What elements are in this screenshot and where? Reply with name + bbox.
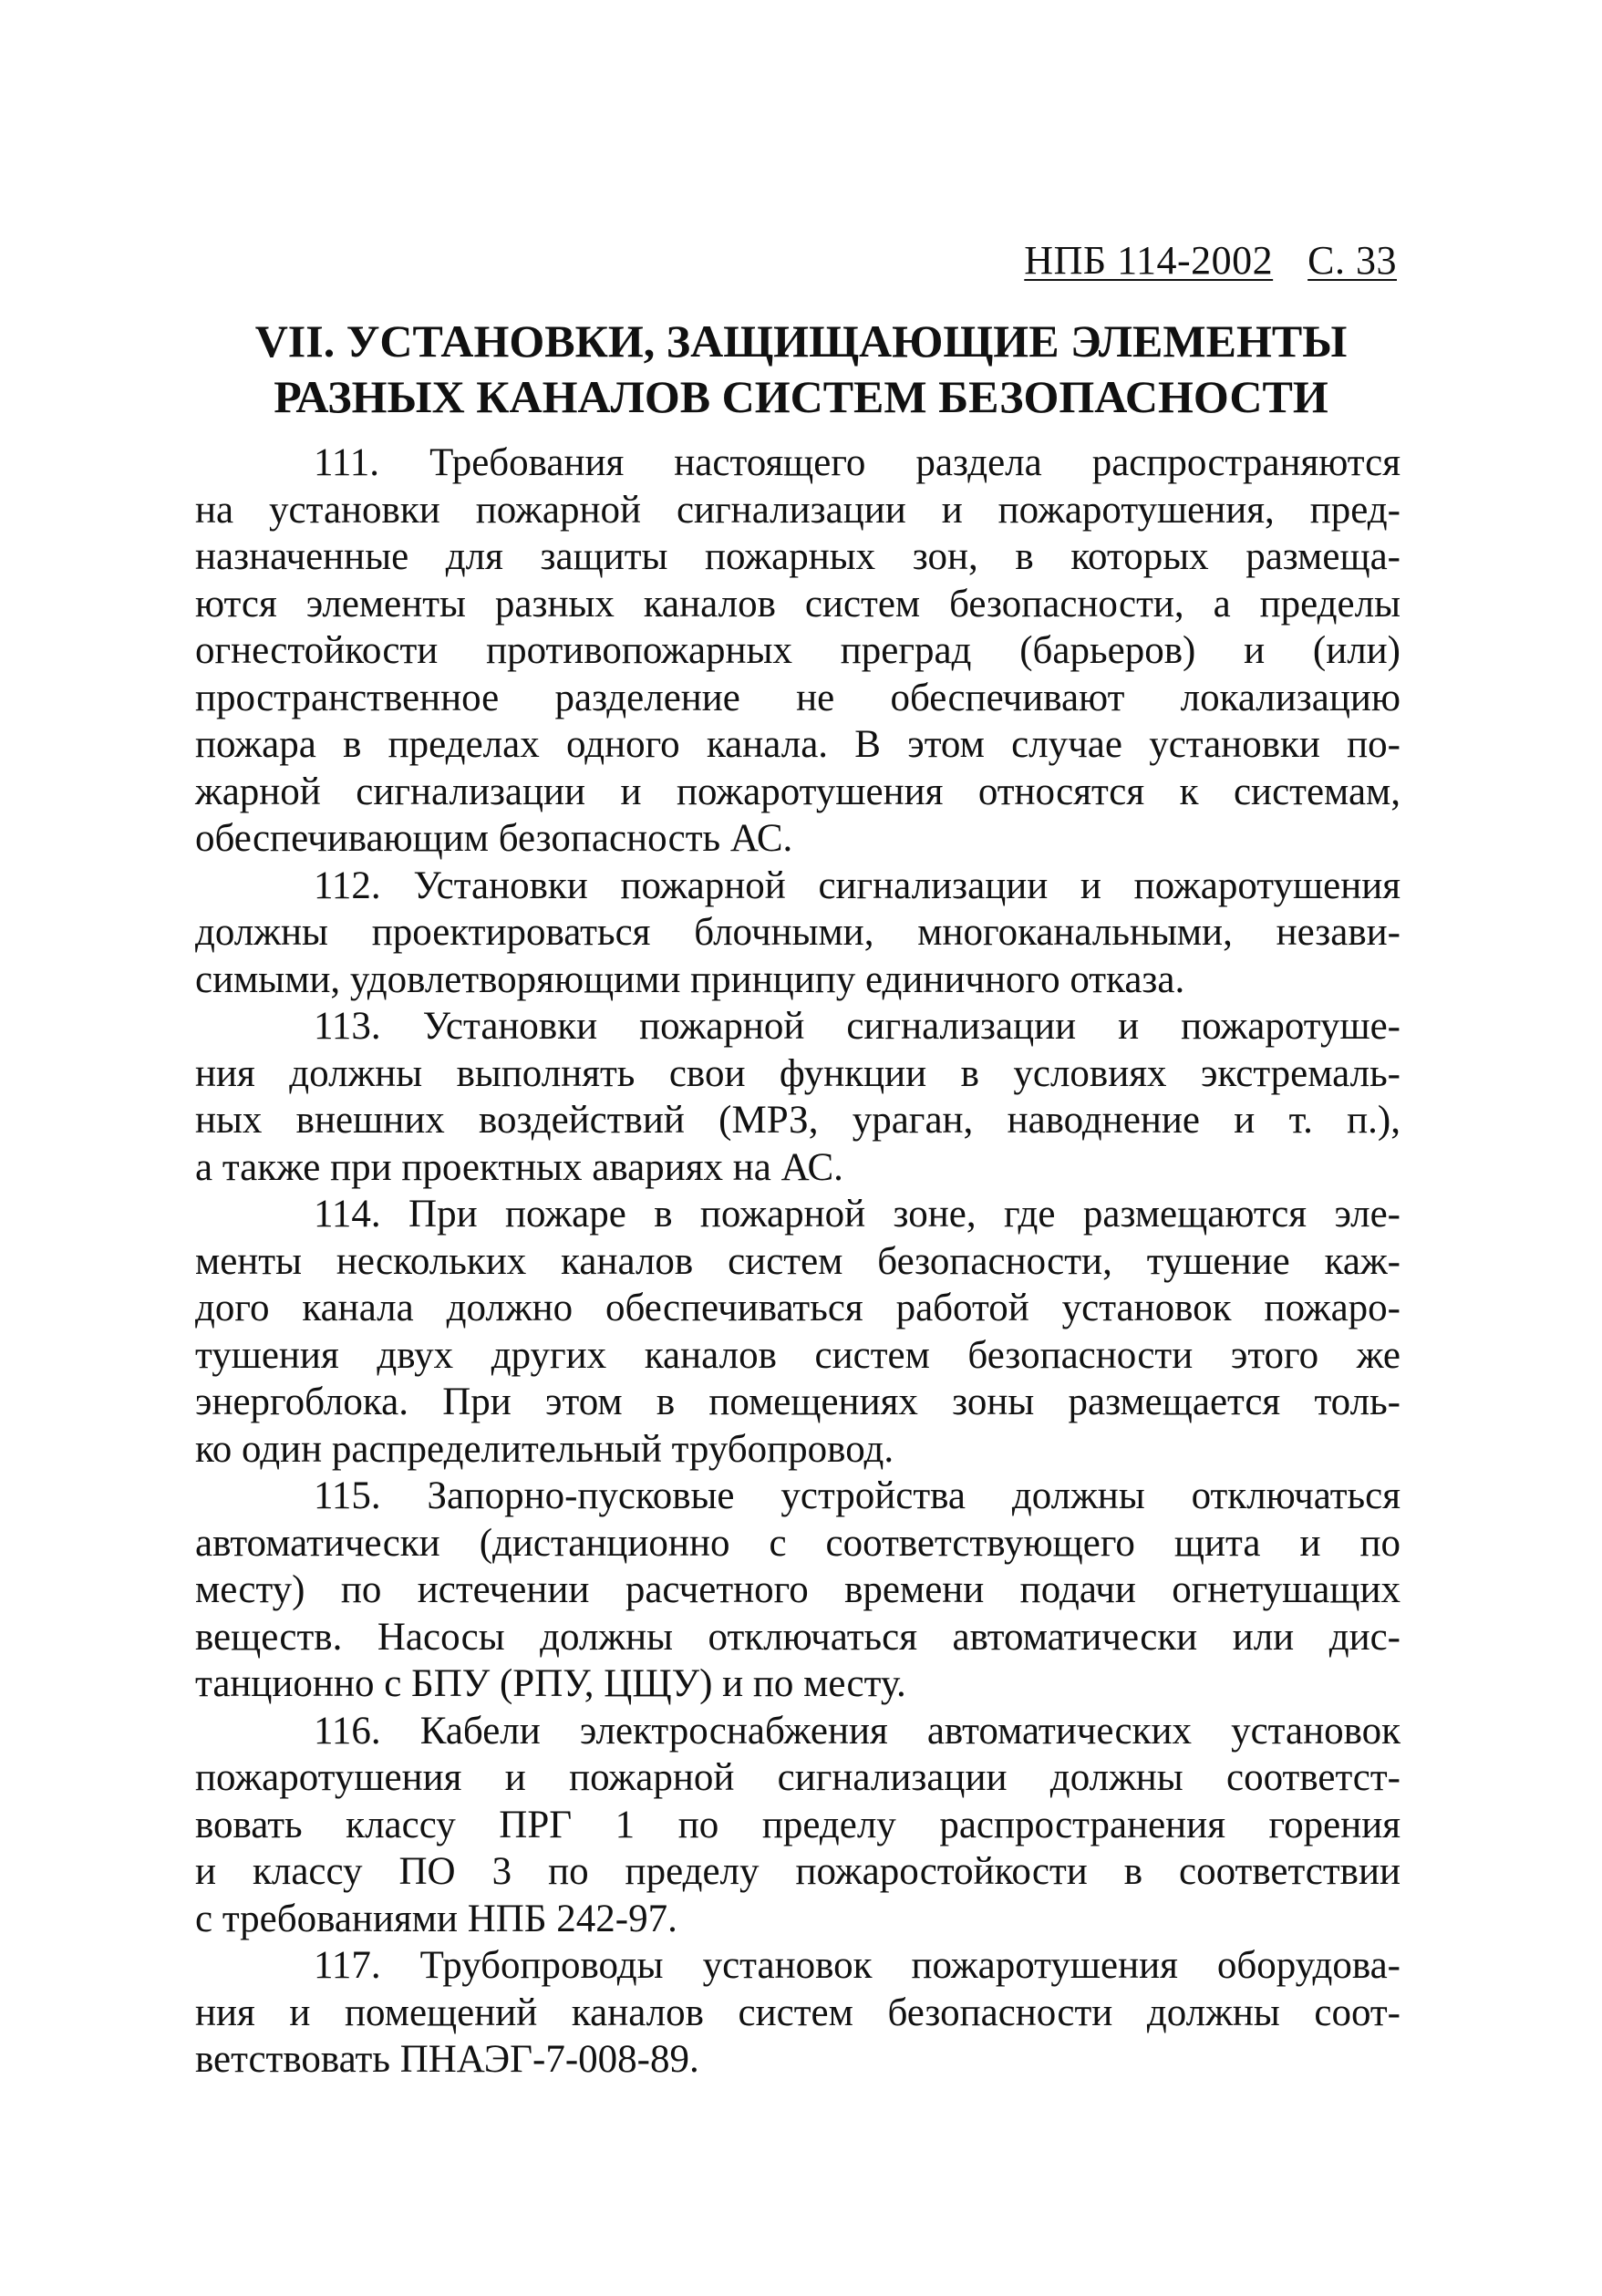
text-line: ветствовать ПНАЭГ-7-008-89. bbox=[195, 2038, 699, 2081]
text-line: 115. Запорно-пусковые устройства должны отключаться bbox=[314, 1474, 1400, 1517]
paragraph-115 bbox=[195, 1473, 1400, 1708]
text-line: должны проектироваться блочными, многоканальными, незави- bbox=[195, 911, 1400, 954]
text-line: энергоблока. При этом в помещениях зоны размещается толь- bbox=[195, 1381, 1400, 1423]
text-line: пожаротушения и пожарной сигнализации должны соответст- bbox=[195, 1756, 1400, 1799]
text-line: с требованиями НПБ 242-97. bbox=[195, 1897, 677, 1940]
paragraph-113 bbox=[195, 1003, 1400, 1191]
text-line: тушения двух других каналов систем безопасности этого же bbox=[195, 1333, 1400, 1377]
text-line: назначенные для защиты пожарных зон, в которых размеща- bbox=[195, 535, 1400, 578]
text-line: ных внешних воздействий (МРЗ, ураган, наводнение и т. п.), bbox=[195, 1099, 1400, 1142]
text-line: месту) по истечении расчетного времени подачи огнетушащих bbox=[195, 1568, 1400, 1611]
text-line: ко один распределительный трубопровод. bbox=[195, 1427, 894, 1471]
running-header bbox=[1024, 239, 1397, 283]
paragraph-116 bbox=[195, 1708, 1400, 1943]
text-line: симыми, удовлетворяющими принципу единичного отказа. bbox=[195, 957, 1185, 1001]
text-line: на установки пожарной сигнализации и пожаротушения, пред- bbox=[195, 488, 1400, 532]
text-line: 113. Установки пожарной сигнализации и пожаротуше- bbox=[314, 1005, 1400, 1048]
text-line: менты нескольких каналов систем безопасности, тушение каж- bbox=[195, 1239, 1400, 1283]
text-line: 116. Кабели электроснабжения автоматических установок bbox=[314, 1709, 1400, 1753]
text-line: 111. Требования настоящего раздела распространяются bbox=[314, 441, 1400, 484]
text-line: вовать классу ПРГ 1 по пределу распространения горения bbox=[195, 1803, 1400, 1846]
text-line: а также при проектных авариях на АС. bbox=[195, 1145, 843, 1189]
text-line: дого канала должно обеспечиваться работой установок пожаро- bbox=[195, 1287, 1400, 1329]
text-line: обеспечивающим безопасность АС. bbox=[195, 817, 793, 860]
section-title-line: РАЗНЫХ КАНАЛОВ СИСТЕМ БЕЗОПАСНОСТИ bbox=[274, 371, 1328, 422]
text-line: ния и помещений каналов систем безопасности должны соот- bbox=[195, 1991, 1400, 2034]
paragraph-112 bbox=[195, 863, 1400, 1004]
text-line: жарной сигнализации и пожаротушения относятся к системам, bbox=[195, 770, 1400, 813]
text-line: и классу ПО 3 по пределу пожаростойкости в соответствии bbox=[195, 1850, 1400, 1893]
text-line: танционно с БПУ (РПУ, ЦЩУ) и по месту. bbox=[195, 1662, 906, 1705]
text-line: автоматически (дистанционно с соответствующего щита и по bbox=[195, 1521, 1400, 1565]
text-line: ются элементы разных каналов систем безопасности, а пределы bbox=[195, 582, 1400, 626]
text-line: пожара в пределах одного канала. В этом случае установки по- bbox=[195, 723, 1400, 766]
text-line: 114. При пожаре в пожарной зоне, где размещаются эле- bbox=[314, 1193, 1400, 1236]
paragraph-117 bbox=[195, 1942, 1400, 2084]
section-title-line: VII. УСТАНОВКИ, ЗАЩИЩАЮЩИЕ ЭЛЕМЕНТЫ bbox=[254, 315, 1348, 367]
text-line: ния должны выполнять свои функции в условиях экстремаль- bbox=[195, 1051, 1400, 1095]
document-body bbox=[195, 440, 1400, 2084]
text-line: огнестойкости противопожарных преград (барьеров) и (или) bbox=[195, 629, 1400, 672]
text-line: пространственное разделение не обеспечивают локализацию bbox=[195, 676, 1400, 719]
paragraph-114 bbox=[195, 1191, 1400, 1473]
text-line: веществ. Насосы должны отключаться автоматически или дис- bbox=[195, 1615, 1400, 1659]
page-number: С. 33 bbox=[1307, 238, 1397, 283]
paragraph-111 bbox=[195, 440, 1400, 863]
text-line: 112. Установки пожарной сигнализации и пожаротушения bbox=[314, 864, 1400, 907]
section-title bbox=[182, 314, 1420, 425]
text-line: 117. Трубопроводы установок пожаротушения оборудова- bbox=[314, 1944, 1400, 1987]
document-code: НПБ 114-2002 bbox=[1024, 238, 1274, 283]
